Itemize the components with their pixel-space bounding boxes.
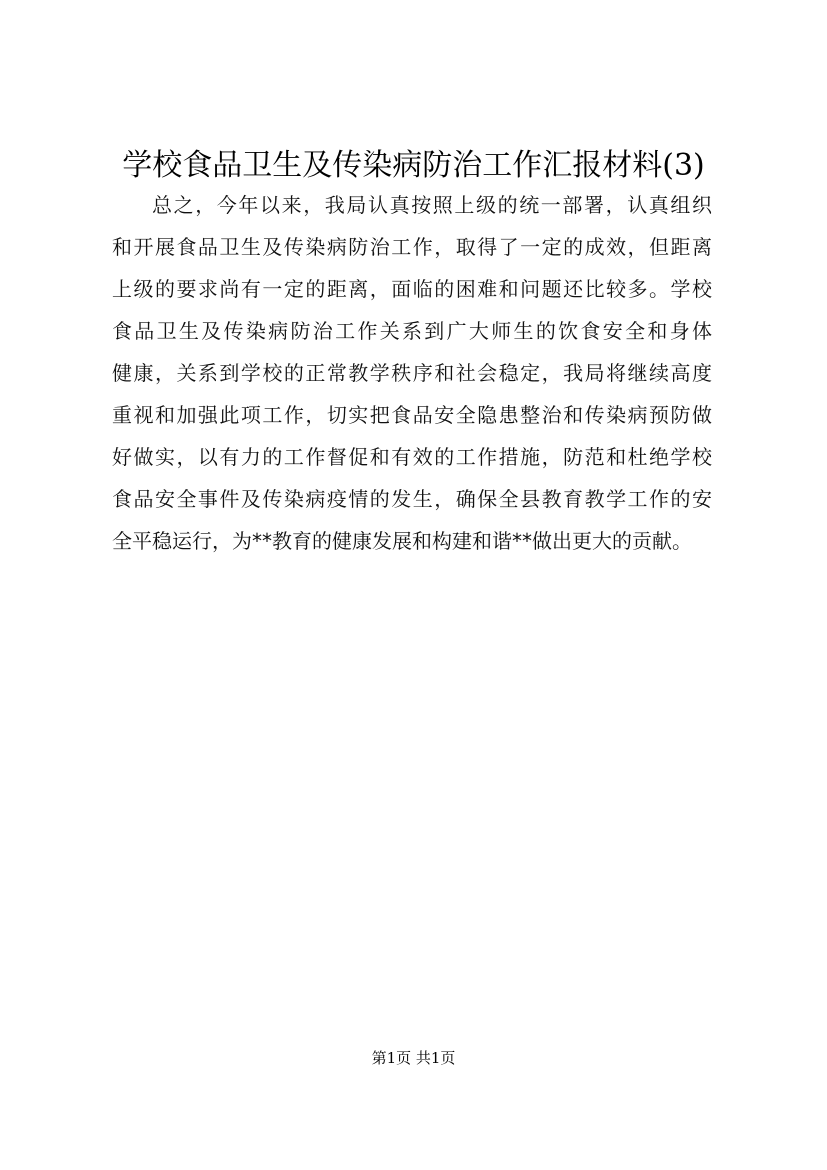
body-line: 全平稳运行，为**教育的健康发展和构建和谐**做出更大的贡献。 [112,529,692,553]
body-line: 总之，今年以来，我局认真按照上级的统一部署，认真组织 [152,193,712,217]
body-line: 上级的要求尚有一定的距离，面临的困难和问题还比较多。学校 [112,277,712,301]
body-line: 食品卫生及传染病防治工作关系到广大师生的饮食安全和身体 [112,319,712,343]
body-line: 好做实，以有力的工作督促和有效的工作措施，防范和杜绝学校 [112,445,712,469]
body-line: 食品安全事件及传染病疫情的发生，确保全县教育教学工作的安 [112,487,712,511]
page-footer: 第1页 共1页 [371,1049,456,1067]
body-line: 健康，关系到学校的正常教学秩序和社会稳定，我局将继续高度 [112,361,712,385]
body-line: 和开展食品卫生及传染病防治工作，取得了一定的成效，但距离 [112,235,712,259]
document-title: 学校食品卫生及传染病防治工作汇报材料(3) [122,148,705,183]
body-line: 重视和加强此项工作，切实把食品安全隐患整治和传染病预防做 [112,403,712,427]
